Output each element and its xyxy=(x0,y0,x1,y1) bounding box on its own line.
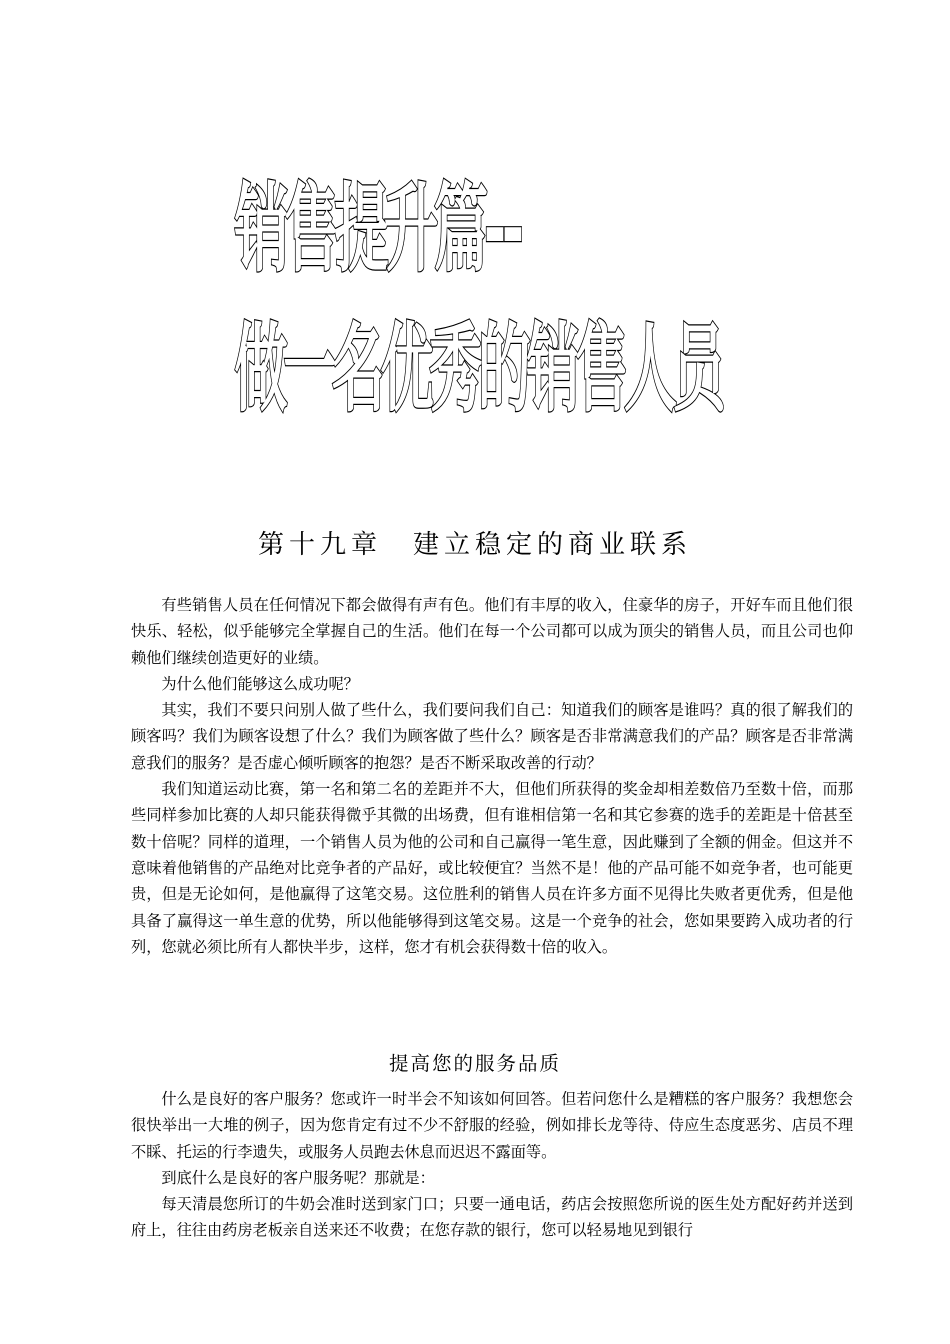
cover-title-line-1: 销售提升篇-- xyxy=(234,173,522,285)
chapter-title: 第十九章 建立稳定的商业联系 xyxy=(257,530,692,560)
cover-title-line-2: 做一名优秀的销售人员 xyxy=(234,313,730,425)
cover-title xyxy=(232,170,792,430)
chapter-paragraph: 我们知道运动比赛，第一名和第二名的差距并不大，但他们所获得的奖金却相差数倍乃至数十倍，而那些同样参加比赛的人却只能获得微乎其微的出场费，但有谁相信第一名和其它参赛的选手的差距是十倍甚至数十倍呢？同样的道理，一个销售人员为他的公司和自己赢得一笔生意，因此赚到了全额的佣金。但这并不意味着他销售的产品绝对比竞争者的产品好，或比较便宜？当然不是！他的产品可能不如竞争者，也可能更贵，但是无论如何，是他赢得了这笔交易。这位胜利的销售人员在许多方面不见得比失败者更优秀，但是他具备了赢得这一单生意的优势，所以他能够得到这笔交易。这是一个竞争的社会，您如果要跨入成功者的行列，您就必须比所有人都快半步，这样，您才有机会获得数十倍的收入。 xyxy=(131,780,853,956)
section-paragraph: 每天清晨您所订的牛奶会准时送到家门口；只要一通电话，药店会按照您所说的医生处方配好药并送到府上，往往由药房老板亲自送来还不收费；在您存款的银行，您可以轻易地见到银行 xyxy=(131,1195,853,1240)
chapter-paragraph: 其实，我们不要只问别人做了些什么，我们要问我们自己：知道我们的顾客是谁吗？真的很了解我们的顾客吗？我们为顾客设想了什么？我们为顾客做了些什么？顾客是否非常满意我们的产品？顾客是否非常满意我们的服务？是否虚心倾听顾客的抱怨？是否不断采取改善的行动？ xyxy=(131,701,853,772)
section-paragraph: 什么是良好的客户服务？您或许一时半会不知该如何回答。但若问您什么是糟糕的客户服务？我想您会很快举出一大堆的例子，因为您肯定有过不少不舒服的经验，例如排长龙等待、侍应生态度恶劣、店员不理不睬、托运的行李遗失，或服务人员跑去休息而迟迟不露面等。 xyxy=(131,1090,853,1161)
section-paragraph: 到底什么是良好的客户服务呢？那就是： xyxy=(161,1168,435,1187)
chapter-body xyxy=(131,592,853,960)
cover-title-art xyxy=(232,170,792,430)
section-body xyxy=(131,1086,853,1244)
section-title: 提高您的服务品质 xyxy=(388,1052,561,1075)
chapter-paragraph: 有些销售人员在任何情况下都会做得有声有色。他们有丰厚的收入，住豪华的房子，开好车而且他们很快乐、轻松，似乎能够完全掌握自己的生活。他们在每一个公司都可以成为顶尖的销售人员，而且公司也仰赖他们继续创造更好的业绩。 xyxy=(131,596,853,667)
chapter-paragraph: 为什么他们能够这么成功呢？ xyxy=(161,674,359,693)
